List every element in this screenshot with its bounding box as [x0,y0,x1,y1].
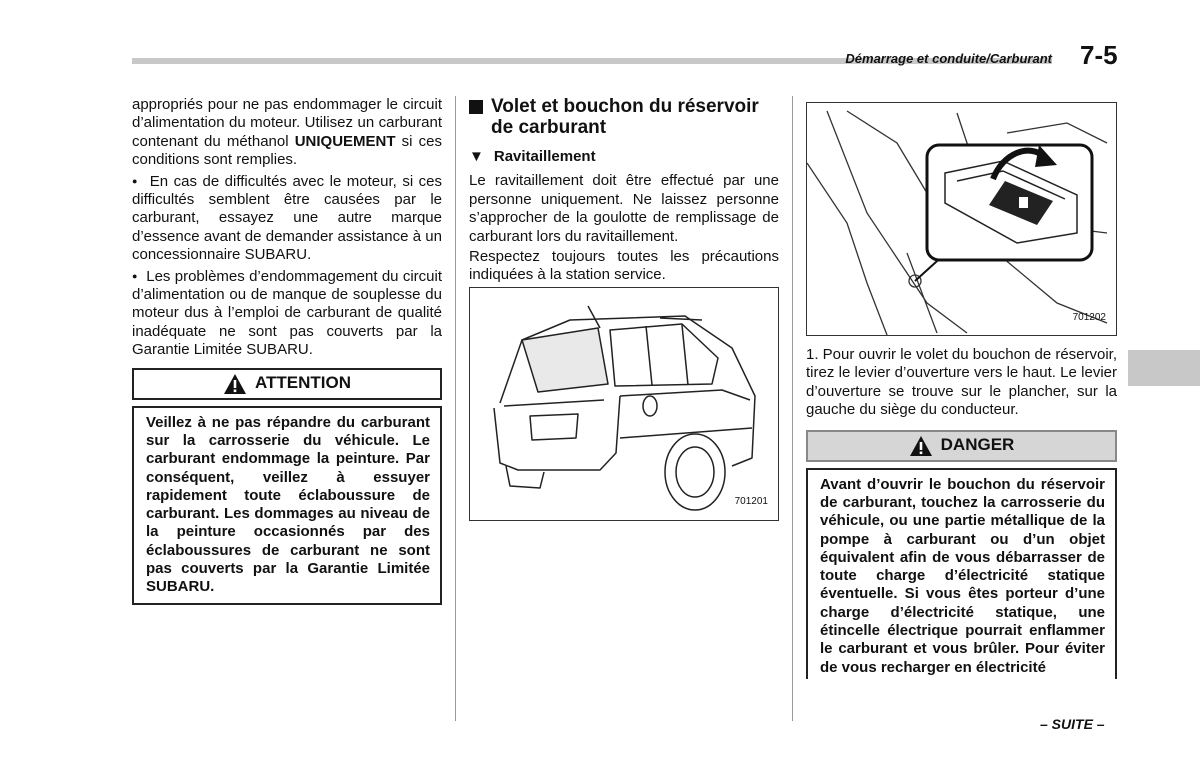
figure-car-rear [469,287,779,521]
subsection-title: ▼ Ravitaillement [469,148,596,165]
column-divider [455,96,456,721]
page-number: 7-5 [1080,40,1118,70]
bullet-icon: ● [132,270,138,281]
section-title: Volet et bouchon du réservoir de carburant [469,96,779,138]
step-1-text: 1. Pour ouvrir le volet du bouchon de réservoir, tirez le levier d’ouverture vers le haut. Le levier d’ouverture se trouve sur le plancher, sur la gauche du siège du conducteur. [806,346,1118,419]
triangle-down-icon: ▼ [469,148,484,165]
attention-label: ATTENTION [254,373,351,393]
square-bullet-icon [469,100,483,114]
warning-icon [223,373,247,395]
attention-header [132,368,442,400]
fuel-lever-illustration [807,103,1116,335]
warning-icon [909,435,933,457]
attention-text: Veillez à ne pas répandre du carburant sur la carrosserie du véhicule. Le carburant endommage la peinture. Par conséquent, veillez à essuyer rapidement toute éclaboussure de carburant. Les dommages au niveau de la peinture occasionnés par des éclaboussures de carburant ne sont pas couverts par la Garantie Limitée SUBARU. [132,406,442,605]
figure-code: 701202 [1072,311,1106,323]
bullet-warranty: ● Les problèmes d’endommagement du circuit d’alimentation ou de manque de souplesse du moteur dus à l’emploi de carburant de qualité inadéquate ne sont pas couverts par la Garantie Limitée SUBARU. [132,267,442,359]
danger-label: DANGER [940,435,1015,455]
figure-fuel-lever [806,102,1117,336]
paragraph-methanol: appropriés pour ne pas endommager le circuit d’alimentation du moteur. Utilisez un carburant contenant du méthanol UNIQUEMENT si ces conditions sont remplies. [132,96,442,169]
chapter-tab [1128,350,1200,386]
bullet-icon: ● [132,175,139,186]
paragraph-precautions: Respectez toujours toutes les précautions indiquées à la station service. [469,248,779,284]
column-right [806,96,1117,679]
bullet-engine-trouble: ● En cas de difficultés avec le moteur, si ces difficultés semblent être causées par le carburant, essayez une autre marque d’essence avant de demander assistance à un concessionnaire SUBARU. [132,172,443,264]
danger-header [806,430,1117,462]
column-divider [792,96,793,721]
chapter-title: Démarrage et conduite/Carburant [845,51,1052,66]
danger-text: Avant d’ouvrir le bouchon du réservoir de carburant, touchez la carrosserie du véhicule, ou une partie métallique de la pompe à carburant ou d’un objet équivalent afin de vous débarrasser de toute charge d’électricité statique éventuelle. Si vous êtes porteur d’une charge d’électricité statique, une étincelle électrique pourrait enflammer le carburant et vous brûler. Pour éviter de vous recharger en électricité [806,468,1117,679]
car-rear-illustration [470,288,778,520]
paragraph-refuel: Le ravitaillement doit être effectué par une personne uniquement. Ne laissez personne s’approcher de la goulotte de remplissage de carburant lors du ravitaillement. [469,172,779,245]
column-middle [469,96,779,521]
continued-marker: – SUITE – [1040,716,1105,732]
figure-code: 701201 [734,496,768,508]
column-left [132,96,442,605]
